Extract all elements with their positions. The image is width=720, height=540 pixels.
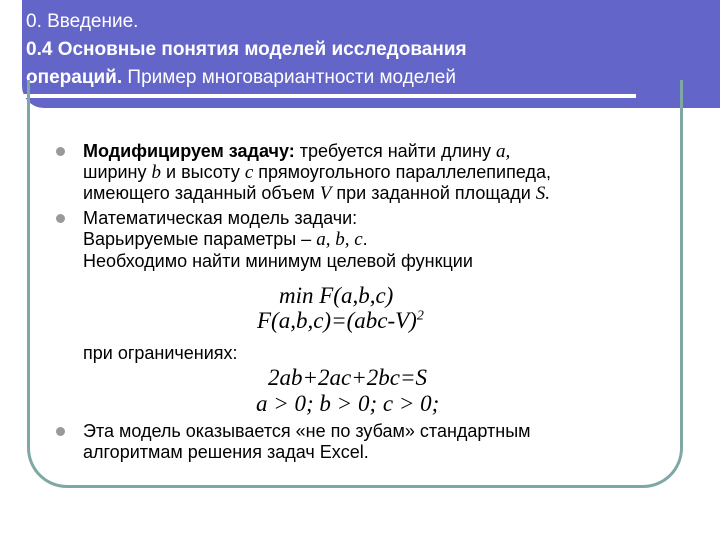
formula-min: min F(a,b,c) [279,283,394,308]
title-line-2-text: 0.4 Основные понятия моделей исследования [26,39,467,60]
bullet-1-text: и высоту [161,162,245,182]
bullet-3-line-1: Эта модель оказывается «не по зубам» стандартным [83,421,531,441]
bullet-1-text: требуется найти длину [294,141,497,161]
bullet-1-bold: Модифицируем задачу: [83,141,295,161]
formula-exponent: 2 [416,308,424,324]
formula-objective-text: F(a,b,c)=(abc-V) [257,308,417,333]
formula-constraint-2: a > 0; b > 0; c > 0; [256,391,440,416]
bullet-1-text: ширину [83,162,152,182]
bullet-1-line-1 [83,141,510,162]
bullet-1-line-3 [83,183,550,204]
var-b: b [151,162,162,183]
formula-objective [257,308,424,334]
bullet-2-line-3: Необходимо найти минимум целевой функции [83,251,473,271]
title-line-3-bold: операций. [26,67,123,88]
var-a: a, [496,141,511,162]
bullet-3-line-2: алгоритмам решения задач Excel. [83,442,369,462]
bullet-1-text: прямоугольного параллелепипеда, [253,162,551,182]
formula-constraint-1: 2ab+2ac+2bc=S [268,365,427,390]
bullet-2-line-2 [83,229,368,250]
title-line-3-rest: Пример многовариантности моделей [122,67,456,88]
var-c: c [244,162,254,183]
constraints-label: при ограничениях: [83,343,238,363]
bullet-dot-1 [56,147,65,156]
bullet-dot-3 [56,427,65,436]
title-line-2 [26,36,706,64]
bullet-2-text: . [362,229,368,249]
var-v: V [319,183,332,204]
bullet-1-text: имеющего заданный объем [83,183,320,203]
var-s: S. [535,183,551,204]
title-line-1: 0. Введение. [26,11,139,32]
bullet-2-line-1: Математическая модель задачи: [83,208,358,228]
bullet-2-text: Варьируемые параметры – [83,229,317,249]
variables: a, b, c [316,229,363,250]
bullet-1-text: при заданной площади [331,183,536,203]
bullet-dot-2 [56,214,65,223]
bullet-1-line-2 [83,162,551,183]
